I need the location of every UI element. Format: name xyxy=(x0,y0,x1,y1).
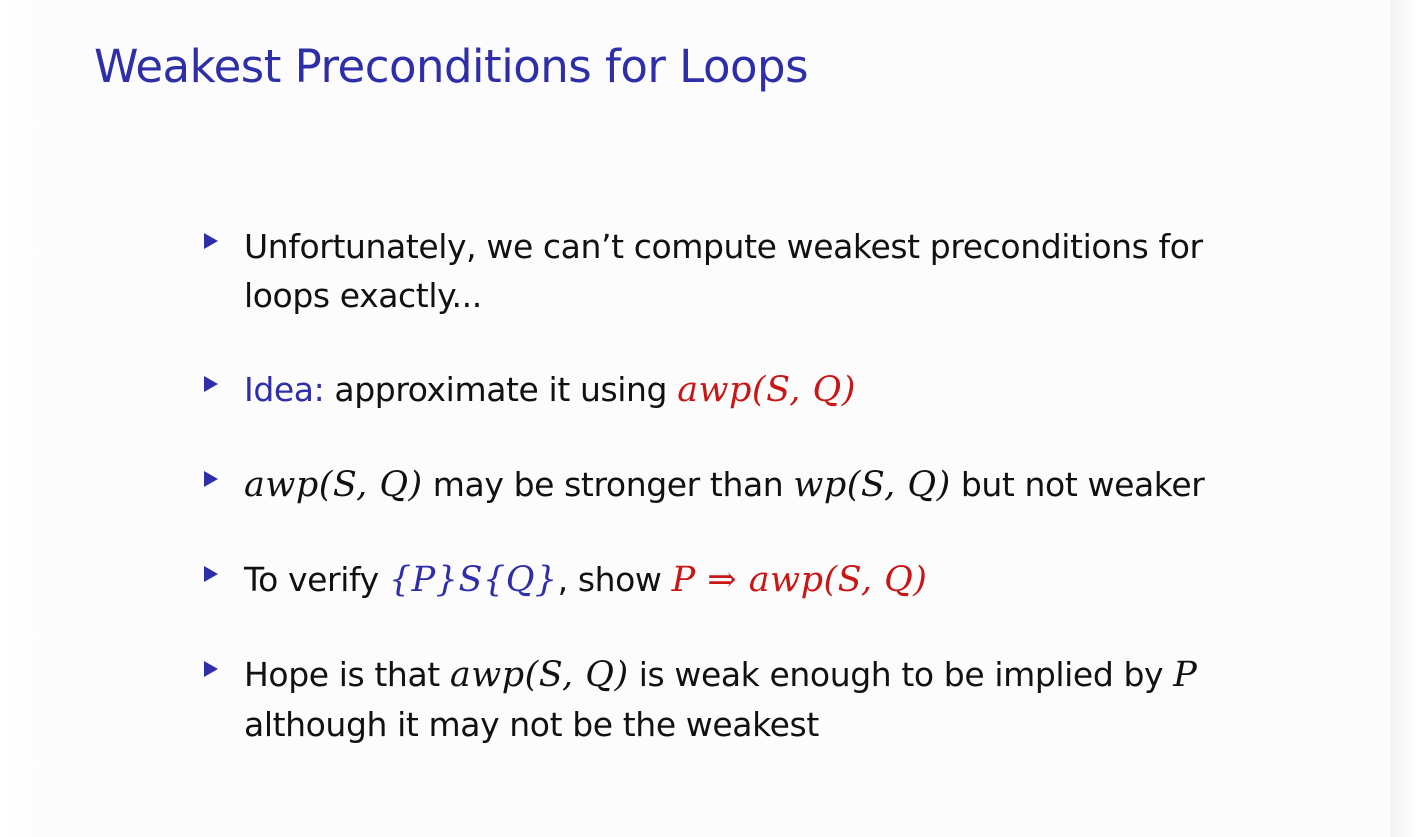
bullet-item-3 xyxy=(200,460,1240,510)
text-segment: approximate it using xyxy=(324,370,678,409)
text-segment: Hope is that xyxy=(244,655,450,694)
bullet-triangle-icon xyxy=(204,471,218,487)
left-margin xyxy=(0,0,68,837)
right-scroll-edge xyxy=(1390,0,1418,837)
text-segment: To verify xyxy=(244,560,389,599)
math-awp: awp(S, Q) xyxy=(449,655,629,695)
text-segment: although it may not be the weakest xyxy=(244,705,819,744)
bullet-triangle-icon xyxy=(204,661,218,677)
math-implication: P ⇒ awp(S, Q) xyxy=(671,560,928,600)
bullet-item-2 xyxy=(200,365,1240,415)
text-segment: may be stronger than xyxy=(422,465,794,504)
text-segment: is weak enough to be implied by xyxy=(628,655,1174,694)
math-wp: wp(S, Q) xyxy=(793,465,951,505)
bullet-text: Unfortunately, we can’t compute weakest preconditions for loops exactly... xyxy=(244,227,1203,315)
bullet-triangle-icon xyxy=(204,233,218,249)
bullet-text xyxy=(244,460,1240,510)
bullet-text xyxy=(244,365,1240,415)
slide-title: Weakest Preconditions for Loops xyxy=(94,40,809,93)
math-p: P xyxy=(1173,655,1198,695)
bullet-item-4 xyxy=(200,555,1240,605)
math-awp: awp(S, Q) xyxy=(677,370,856,410)
bullet-triangle-icon xyxy=(204,566,218,582)
bullet-text xyxy=(244,555,1240,605)
math-hoare-triple: {P}S{Q} xyxy=(388,560,558,600)
text-segment: , show xyxy=(557,560,672,599)
text-segment: but not weaker xyxy=(950,465,1205,504)
idea-label: Idea: xyxy=(244,370,325,409)
bullet-text xyxy=(244,650,1240,749)
bullet-item-1 xyxy=(200,222,1240,320)
bullet-item-5 xyxy=(200,650,1240,749)
math-awp: awp(S, Q) xyxy=(244,465,423,505)
bullet-triangle-icon xyxy=(204,376,218,392)
